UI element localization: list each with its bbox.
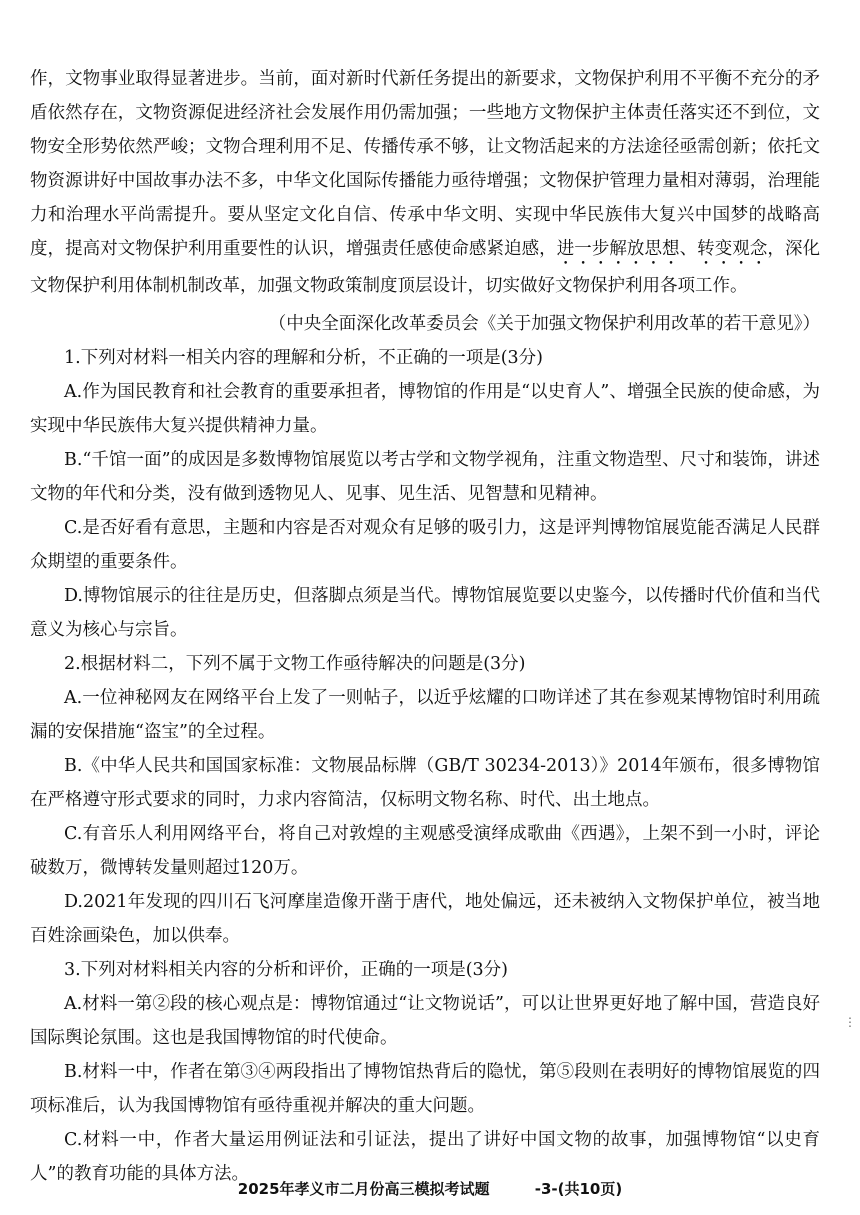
option-d: D.博物馆展示的往往是历史，但落脚点须是当代。博物馆展览要以史鉴今，以传播时代价值和当代意义为核心与宗旨。: [30, 586, 820, 640]
question-stem: 1.下列对材料一相关内容的理解和分析，不正确的一项是(3分): [64, 348, 543, 368]
question-stem: 2.根据材料二，下列不属于文物工作亟待解决的问题是(3分): [64, 654, 526, 674]
question-1: [30, 341, 820, 647]
scan-margin-mark: ⋮: [844, 1015, 856, 1029]
option-a: A.材料一第②段的核心观点是：博物馆通过“让文物说话”，可以让世界更好地了解中国，营造良好国际舆论氛围。这也是我国博物馆的时代使命。: [30, 994, 820, 1048]
option-c: C.是否好看有意思，主题和内容是否对观众有足够的吸引力，这是评判博物馆展览能否满足人民群众期望的重要条件。: [30, 518, 820, 572]
option-b: B.材料一中，作者在第③④两段指出了博物馆热背后的隐忧，第⑤段则在表明好的博物馆展览的四项标准后，认为我国博物馆有亟待重视并解决的重大问题。: [30, 1062, 820, 1116]
page-footer: [0, 1178, 860, 1199]
material-text-1: 作，文物事业取得显著进步。当前，面对新时代新任务提出的新要求，文物保护利用不平衡不充分的矛盾依然存在，文物资源促进经济社会发展作用仍需加强；一些地方文物保护主体责任落实还不到位，文物安全形势依然严峻；文物合理利用不足、传播传承不够，让文物活起来的方法途径亟需创新；依托文物资源讲好中国故事办法不多，中华文化国际传播能力亟待增强；文物保护管理力量相对薄弱，治理能力和治理水平尚需提升。要从坚定文化自信、传承中华文明、实现中华民族伟大复兴中国梦的战略高度，提高对文物保护利用重要性的认识，增强责任感使命感紧迫感，: [30, 69, 820, 259]
emphasized-phrase: 进一步解放思想、转变观念: [556, 239, 768, 259]
question-3: [30, 953, 820, 1191]
material-paragraph: [30, 62, 820, 303]
option-d: D.2021年发现的四川石飞河摩崖造像开凿于唐代，地处偏远，还未被纳入文物保护单位，被当地百姓涂画染色，加以供奉。: [30, 892, 820, 946]
option-a: A.作为国民教育和社会教育的重要承担者，博物馆的作用是“以史育人”、增强全民族的使命感，为实现中华民族伟大复兴提供精神力量。: [30, 382, 820, 436]
question-2: [30, 647, 820, 953]
footer-title: 2025年孝义市二月份高三模拟考试题: [237, 1180, 490, 1198]
option-b: B.“千馆一面”的成因是多数博物馆展览以考古学和文物学视角，注重文物造型、尺寸和装饰，讲述文物的年代和分类，没有做到透物见人、见事、见生活、见智慧和见精神。: [30, 450, 820, 504]
question-stem: 3.下列对材料相关内容的分析和评价，正确的一项是(3分): [64, 960, 508, 980]
material-source: （中央全面深化改革委员会《关于加强文物保护利用改革的若干意见》）: [268, 314, 820, 334]
option-c: C.材料一中，作者大量运用例证法和引证法，提出了讲好中国文物的故事，加强博物馆“以史育人”的教育功能的具体方法。: [30, 1130, 820, 1184]
material-text-2: ，深化文物保护利用体制机制改革，加强文物政策制度顶层设计，切实做好文物保护利用各项工作。: [30, 239, 821, 296]
option-a: A.一位神秘网友在网络平台上发了一则帖子，以近乎炫耀的口吻详述了其在参观某博物馆时利用疏漏的安保措施“盗宝”的全过程。: [30, 688, 820, 742]
footer-page-number: -3-(共10页): [534, 1180, 623, 1198]
option-b: B.《中华人民共和国国家标准：文物展品标牌（GB/T 30234-2013）》2014年颁布，很多博物馆在严格遵守形式要求的同时，力求内容简洁，仅标明文物名称、时代、出土地点。: [30, 756, 820, 810]
option-c: C.有音乐人利用网络平台，将自己对敦煌的主观感受演绎成歌曲《西遇》，上架不到一小时，评论破数万，微博转发量则超过120万。: [30, 824, 820, 878]
